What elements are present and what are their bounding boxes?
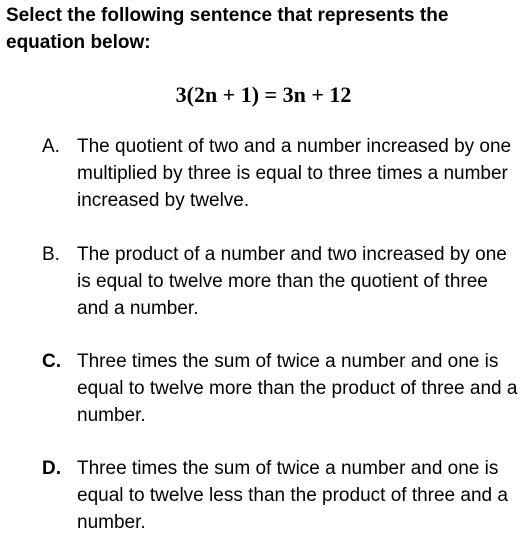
option-text-c: Three times the sum of twice a number and one is equal to twelve more than the product of three and a number. [77, 351, 518, 426]
option-text-d: Three times the sum of twice a number and one is equal to twelve less than the product of three and a number. [77, 458, 508, 533]
answer-option-d[interactable] [42, 455, 524, 536]
option-letter-c: C. [42, 351, 61, 372]
option-letter-d: D. [42, 458, 61, 479]
equation: 3(2n + 1) = 3n + 12 [175, 82, 352, 107]
answer-option-c[interactable] [42, 348, 524, 429]
option-letter-a: A. [42, 136, 60, 157]
option-letter-b: B. [42, 244, 60, 265]
option-text-b: The product of a number and two increased by one is equal to twelve more than the quotient of three and a number. [77, 244, 507, 319]
question-prompt: Select the following sentence that represents the equation below: [6, 5, 449, 53]
option-text-a: The quotient of two and a number increased by one multiplied by three is equal to three times a number increased by twelve. [77, 136, 512, 211]
answer-option-a[interactable] [42, 133, 524, 214]
answer-option-b[interactable] [42, 241, 524, 322]
